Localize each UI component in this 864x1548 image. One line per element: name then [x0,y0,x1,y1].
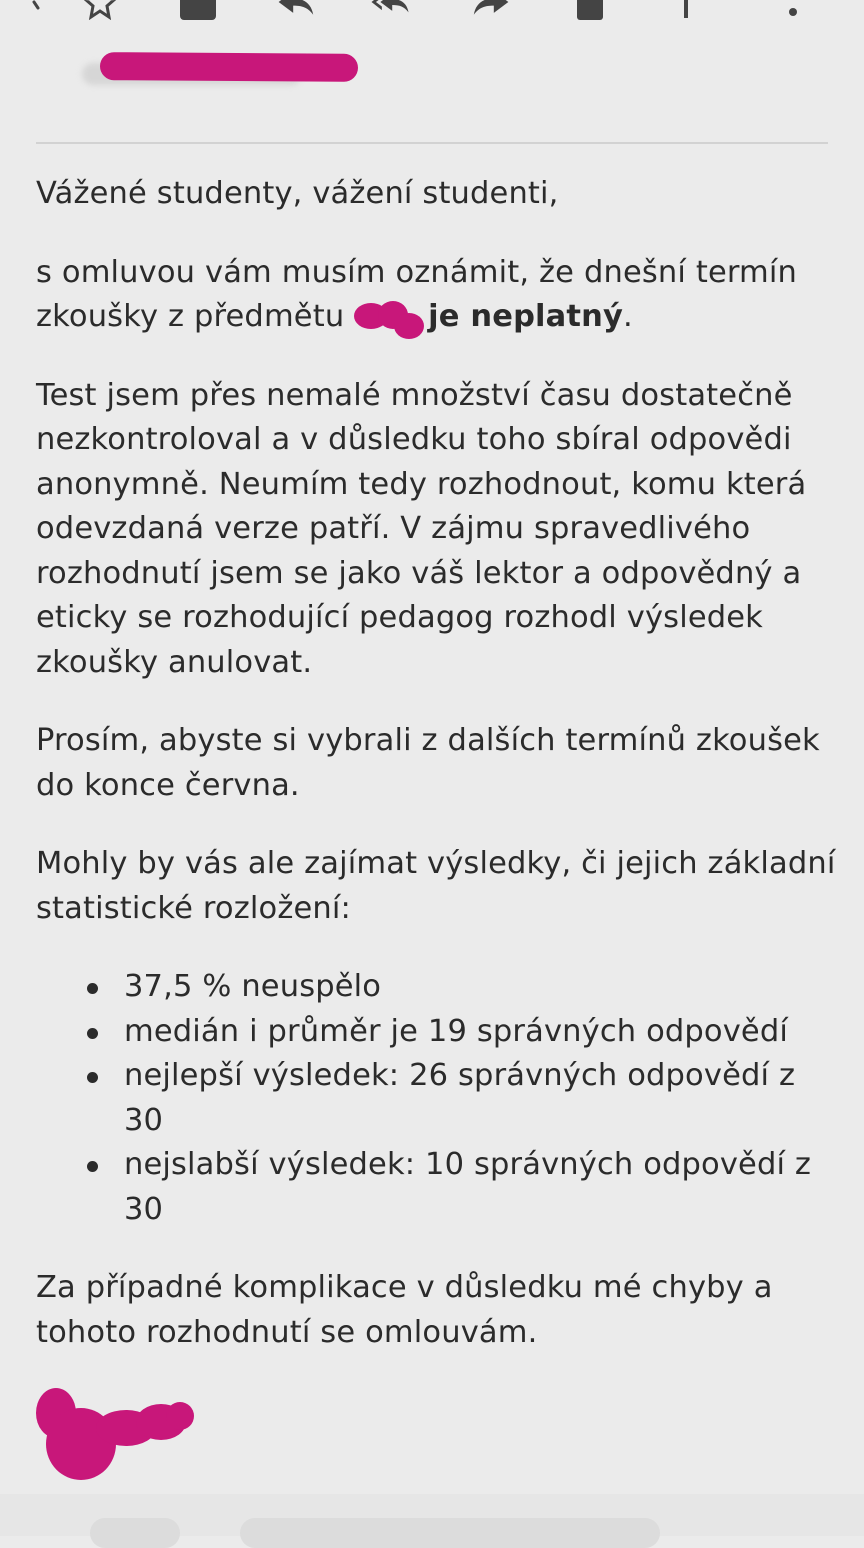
delete-icon[interactable] [570,0,610,22]
dropdown-icon[interactable] [20,0,60,22]
subject-redaction [354,303,428,333]
bottom-reply-bar[interactable] [240,1518,660,1548]
reply-all-icon[interactable] [370,0,410,22]
bottom-button-left[interactable] [90,1518,180,1548]
header-divider [36,142,828,144]
more-vert-icon[interactable] [773,0,813,22]
email-toolbar [0,0,864,24]
list-item: medián i průměr je 19 správných odpovědí [124,1010,836,1055]
greeting: Vážené studenty, vážení studenti, [36,176,559,211]
list-item: 37,5 % neuspělo [124,965,836,1010]
paragraph-announcement: s omluvou vám musím oznámit, že dnešní termín zkoušky z předmětu je neplatný. [36,251,836,340]
paragraph-explanation: Test jsem přes nemalé množství času dostatečně nezkontroloval a v důsledku toho sbíral odpovědi anonymně. Neumím tedy rozhodnout, komu která odevzdaná verze patří. V zájmu spravedlivého rozhodnutí jsem se jako váš lektor a odpovědný a eticky se rozhodující pedagog rozhodl výsledek zkoušky anulovat. [36,377,807,680]
list-item: nejlepší výsledek: 26 správných odpovědí z 30 [124,1054,836,1143]
results-list [36,965,836,1232]
paragraph-instructions: Prosím, abyste si vybrali z dalších termínů zkoušek do konce června. [36,723,820,803]
add-icon[interactable] [666,0,706,22]
paragraph-results-intro: Mohly by vás ale zajímat výsledky, či jejich základní statistické rozložení: [36,846,836,926]
forward-icon[interactable] [472,0,512,22]
signature-redaction [36,1388,206,1488]
archive-icon[interactable] [178,0,218,22]
invalid-notice: je neplatný [428,299,624,334]
star-icon[interactable] [80,0,120,22]
reply-icon[interactable] [275,0,315,22]
paragraph-closing: Za případné komplikace v důsledku mé chyby a tohoto rozhodnutí se omlouvám. [36,1270,773,1350]
list-item: nejslabší výsledek: 10 správných odpovědí z 30 [124,1143,836,1232]
sender-redaction [100,52,358,82]
email-body [36,172,836,1389]
